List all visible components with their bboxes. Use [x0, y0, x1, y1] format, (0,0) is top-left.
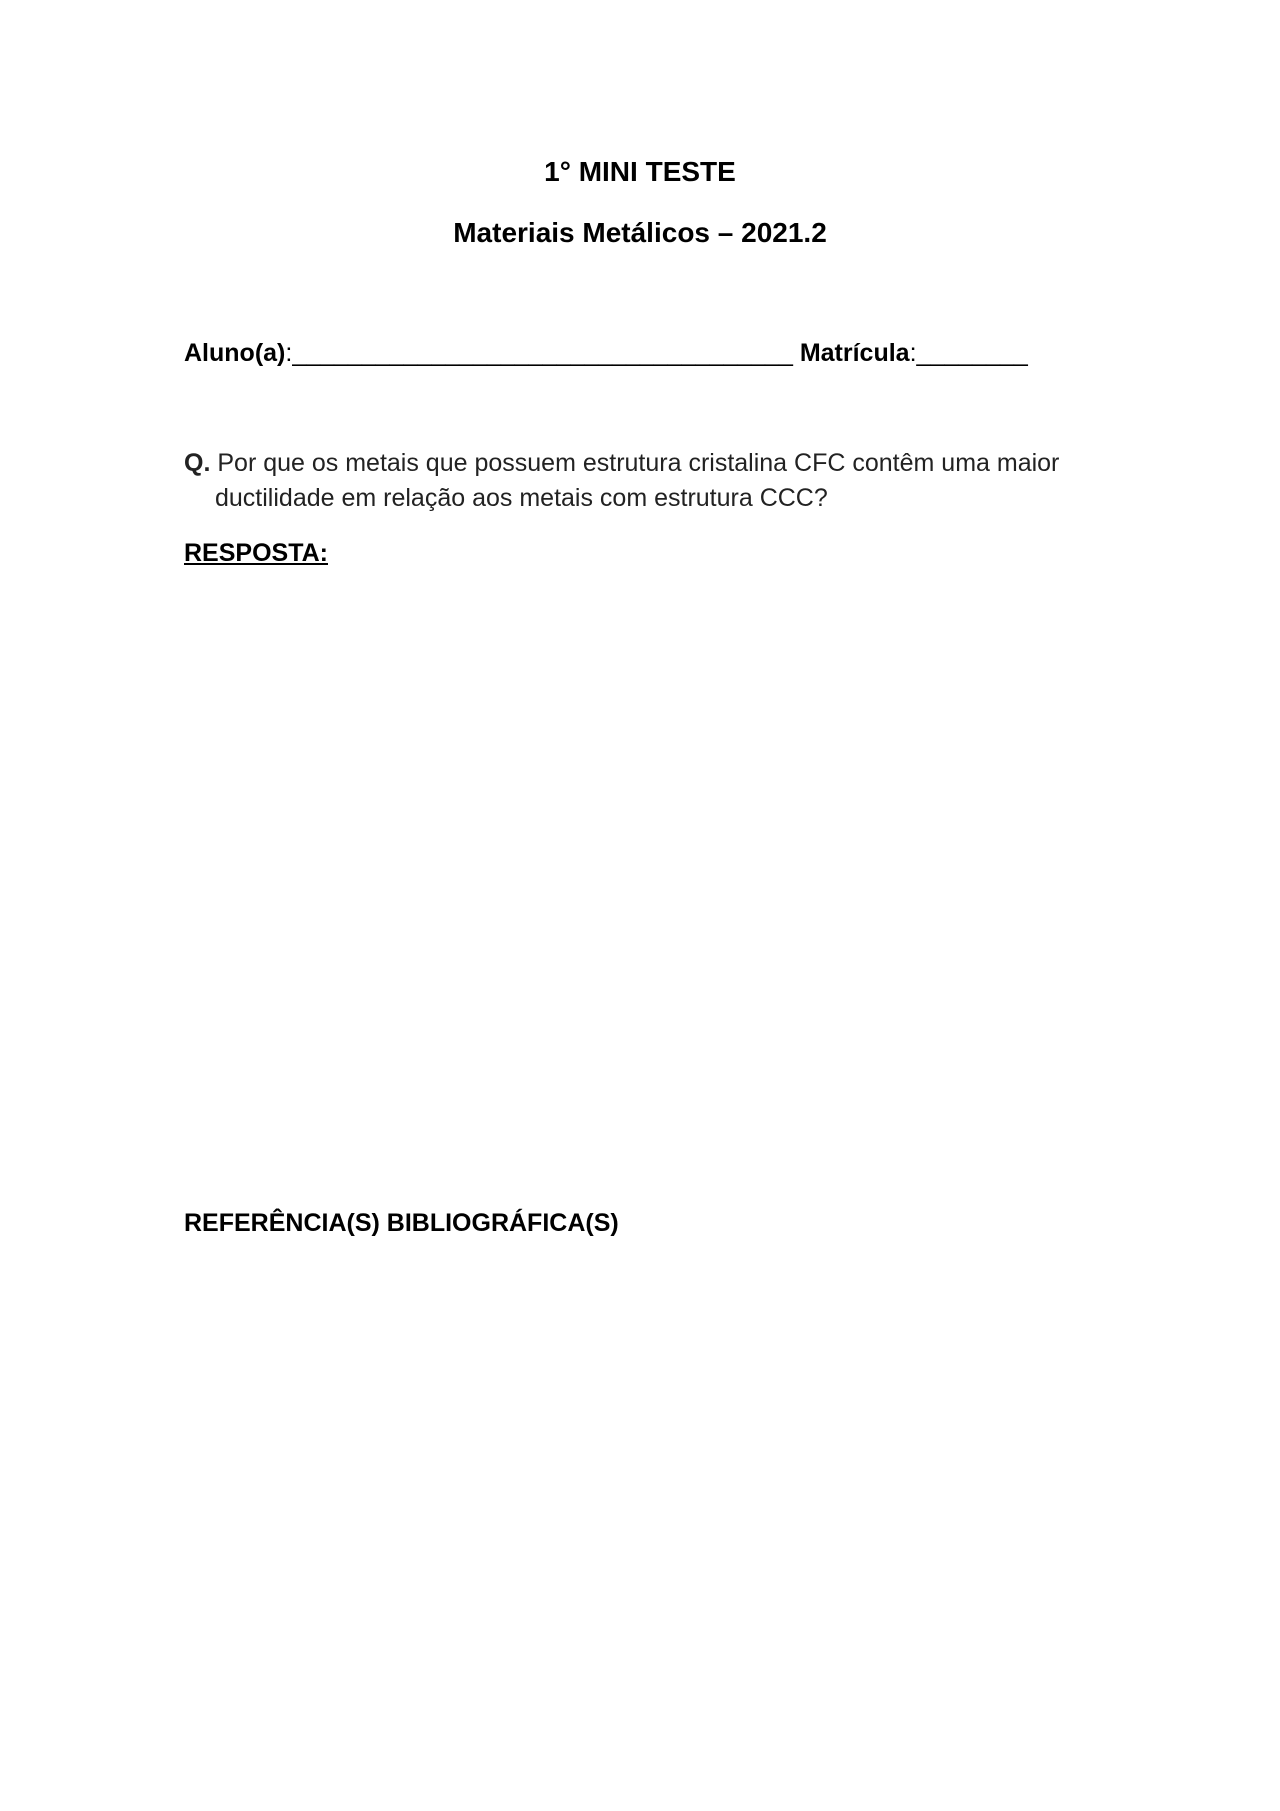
student-info-line — [184, 337, 1028, 369]
student-name-blank[interactable]: ____________________________________ — [292, 339, 793, 367]
student-id-blank[interactable]: ________ — [916, 339, 1028, 367]
student-name-colon: : — [285, 339, 293, 367]
student-id-label: Matrícula — [799, 339, 910, 367]
page-title: 1° MINI TESTE — [544, 156, 736, 187]
answer-area[interactable] — [184, 580, 1096, 1190]
references-label: REFERÊNCIA(S) BIBLIOGRÁFICA(S) — [184, 1209, 619, 1237]
question-label: Q. — [184, 449, 211, 477]
question-text-line-2: ductilidade em relação aos metais com estrutura CCC? — [215, 484, 828, 512]
student-name-label: Aluno(a) — [184, 339, 286, 367]
student-id-colon: : — [909, 339, 917, 367]
question-text-line-1: Por que os metais que possuem estrutura cristalina CFC contêm uma maior — [217, 449, 1060, 477]
question-block — [184, 446, 1104, 516]
answer-label: RESPOSTA: — [184, 539, 328, 567]
page-subtitle: Materiais Metálicos – 2021.2 — [453, 217, 827, 248]
